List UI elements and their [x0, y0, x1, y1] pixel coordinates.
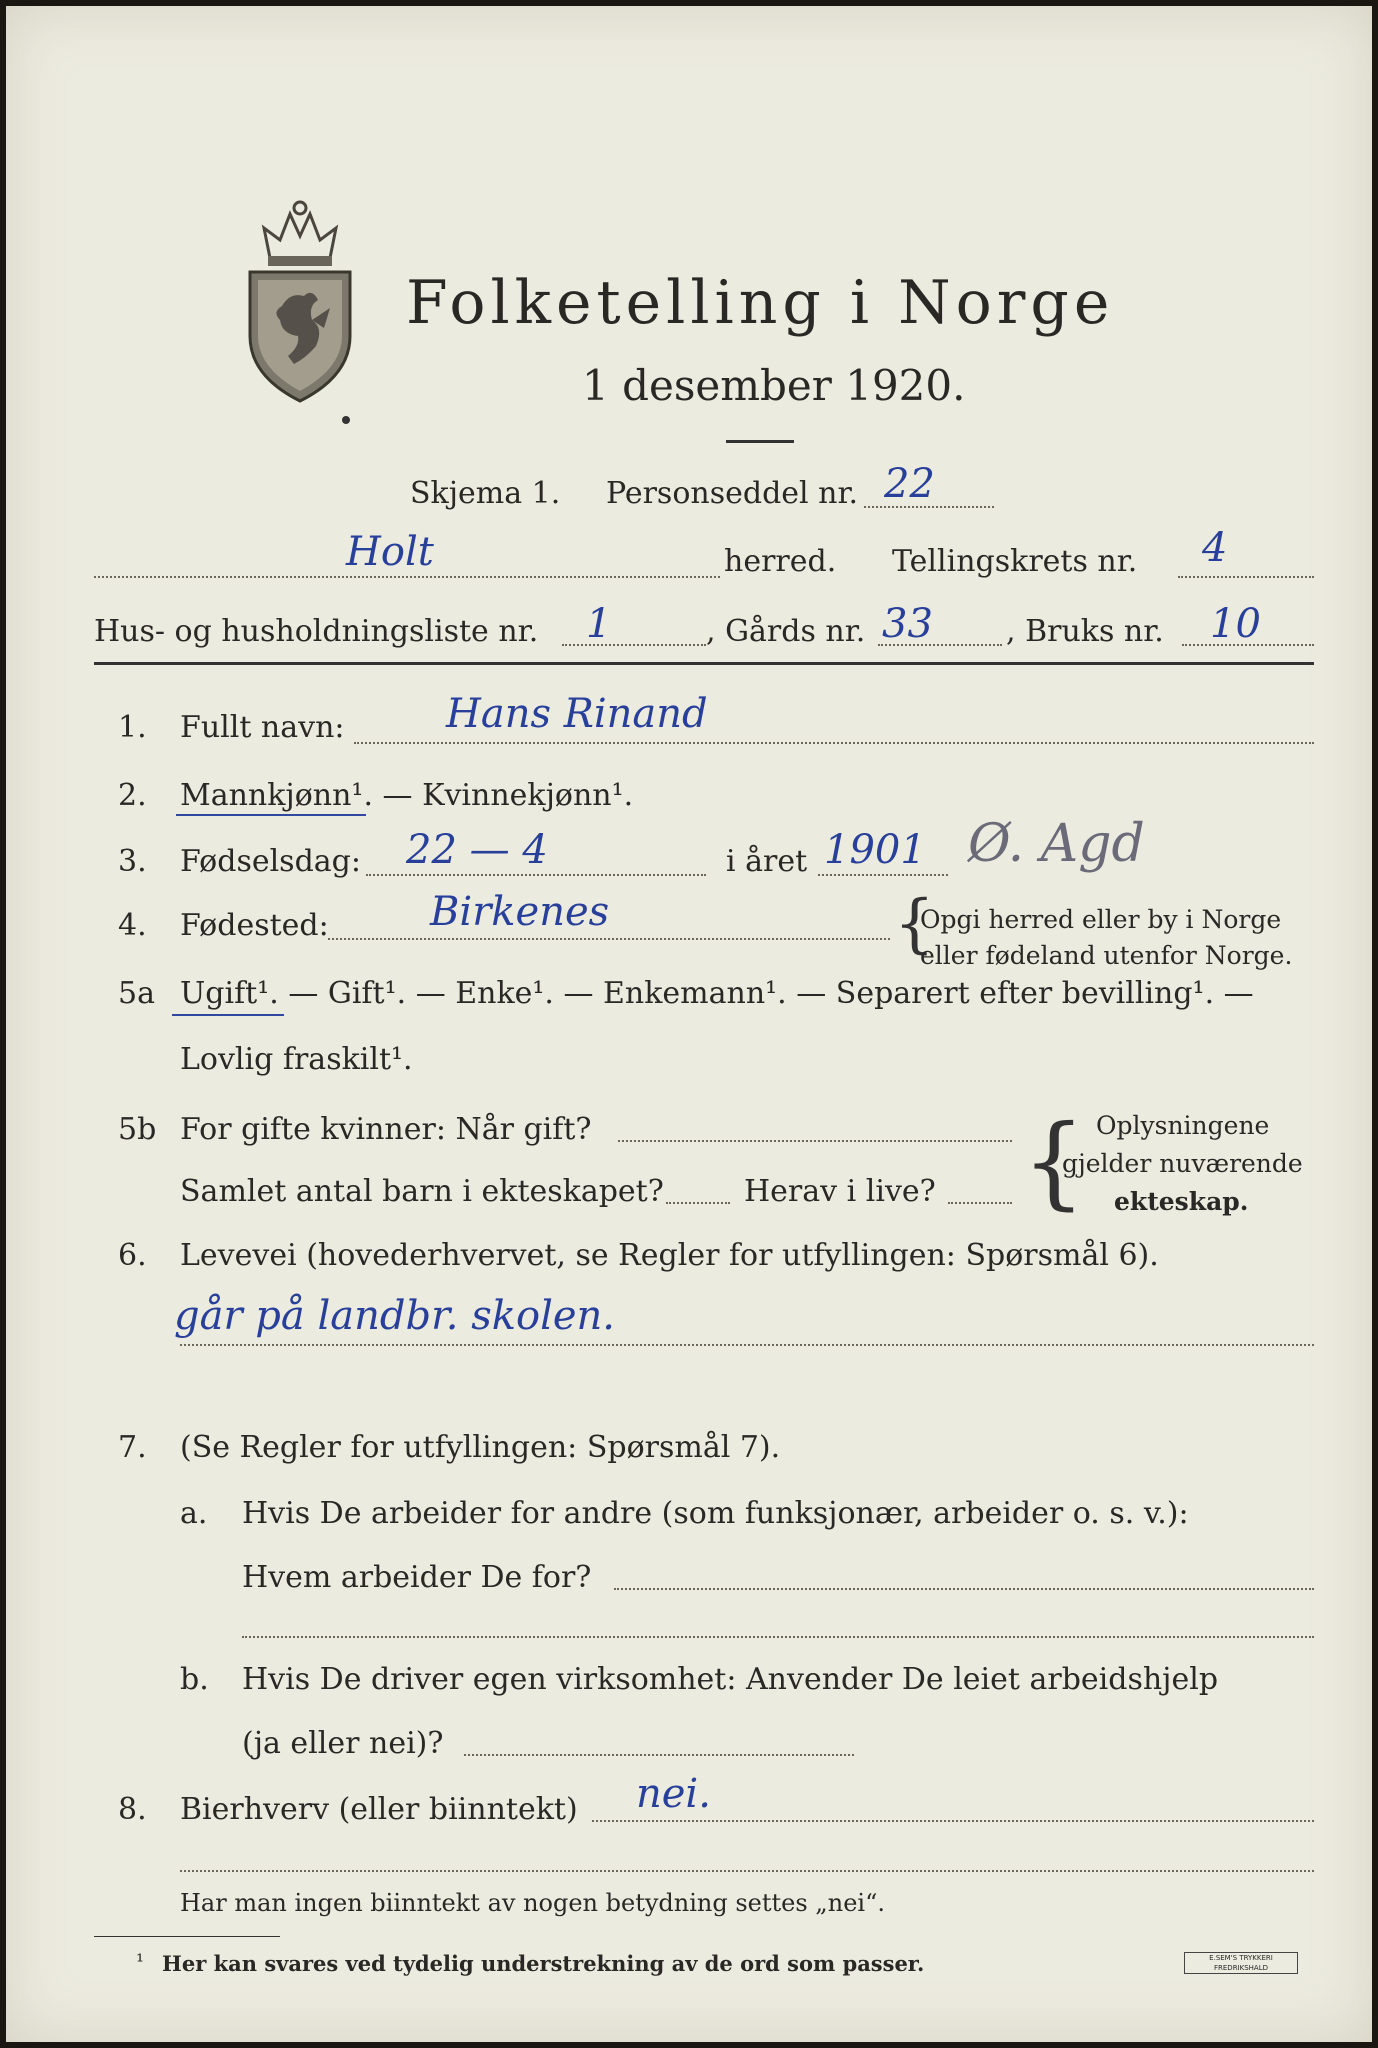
q5b-number: 5b — [118, 1112, 157, 1147]
bruks-value[interactable]: 10 — [1210, 601, 1261, 647]
q1-field-line — [354, 742, 1314, 744]
q5b-label3: Herav i live? — [744, 1174, 936, 1209]
q5b-note-line1: Oplysningene — [1096, 1111, 1270, 1140]
q3-field-line — [366, 874, 706, 876]
q1-number: 1. — [118, 710, 147, 745]
margin-annotation: Ø. Agd — [968, 814, 1145, 874]
q5b-field-line1 — [618, 1140, 1012, 1142]
q2-mannkjonn-underline — [176, 814, 366, 816]
q7a-field-line1 — [614, 1588, 1314, 1590]
personseddel-value[interactable]: 22 — [884, 461, 935, 507]
gards-label: , Gårds nr. — [706, 614, 866, 649]
form-title: Folketelling i Norge — [406, 268, 1115, 338]
tellingskrets-label: Tellingskrets nr. — [892, 544, 1138, 579]
q8-number: 8. — [118, 1792, 147, 1827]
q3-year-field-line — [818, 874, 948, 876]
hus-value[interactable]: 1 — [586, 601, 612, 647]
q3-number: 3. — [118, 844, 147, 879]
q3-label: Fødselsdag: — [180, 844, 361, 879]
q5a-ugift-underline — [172, 1014, 284, 1016]
q7a-label2: Hvem arbeider De for? — [242, 1560, 592, 1595]
hus-field-line — [562, 644, 706, 646]
herred-value[interactable]: Holt — [346, 529, 434, 575]
occupation-value[interactable]: går på landbr. skolen. — [174, 1293, 616, 1339]
q7a-field-line2 — [242, 1636, 1314, 1638]
q5b-label2: Samlet antal barn i ekteskapet? — [180, 1174, 664, 1209]
q2-gender-label: Mannkjønn¹. — Kvinnekjønn¹. — [180, 778, 634, 813]
tellingskrets-value[interactable]: 4 — [1202, 525, 1228, 571]
q3-year-label: i året — [726, 844, 808, 879]
q7b-label1: Hvis De driver egen virksomhet: Anvender De leiet arbeidshjelp — [242, 1662, 1219, 1697]
footnote-mark: ¹ — [136, 1949, 145, 1973]
q7b-label2: (ja eller nei)? — [242, 1726, 444, 1761]
q5b-field-line3 — [948, 1202, 1012, 1204]
q4-note-line1: Opgi herred eller by i Norge — [920, 905, 1282, 934]
gards-value[interactable]: 33 — [882, 601, 933, 647]
footnote-text: Her kan svares ved tydelig understrekning av de ord som passer. — [162, 1951, 925, 1976]
census-date: 1 desember 1920. — [582, 361, 966, 410]
skjema-label: Skjema 1. — [410, 476, 561, 511]
birthplace-value[interactable]: Birkenes — [430, 889, 610, 935]
q2-number: 2. — [118, 778, 147, 813]
q6-number: 6. — [118, 1238, 147, 1273]
q4-field-line — [328, 938, 890, 940]
census-form-page — [6, 6, 1372, 2042]
q7b-field-line — [464, 1754, 854, 1756]
q7a-label1: Hvis De arbeider for andre (som funksjonær, arbeider o. s. v.): — [242, 1496, 1189, 1531]
q4-label: Fødested: — [180, 908, 329, 943]
q5b-field-line2 — [666, 1202, 730, 1204]
q5a-marital-label2: Lovlig fraskilt¹. — [180, 1042, 413, 1077]
q7a-letter: a. — [180, 1496, 208, 1531]
printer-stamp: E.SEM'S TRYKKERI FREDRIKSHALD — [1184, 1952, 1298, 1974]
bruks-label: , Bruks nr. — [1006, 614, 1164, 649]
tellingskrets-field-line — [1178, 576, 1314, 578]
hus-label: Hus- og husholdningsliste nr. — [94, 614, 539, 649]
q6-label: Levevei (hovederhvervet, se Regler for utfyllingen: Spørsmål 6). — [180, 1238, 1159, 1273]
q5b-label1: For gifte kvinner: Når gift? — [180, 1112, 592, 1147]
q8-note: Har man ingen biinntekt av nogen betydning settes „nei“. — [180, 1889, 885, 1917]
side-income-value[interactable]: nei. — [636, 1771, 711, 1817]
q1-label: Fullt navn: — [180, 710, 345, 745]
birth-year-value[interactable]: 1901 — [824, 827, 926, 873]
q5a-number: 5a — [118, 976, 155, 1011]
q8-label: Bierhverv (eller biinntekt) — [180, 1792, 578, 1827]
q7b-letter: b. — [180, 1662, 209, 1697]
q4-brace: { — [894, 887, 935, 961]
norwegian-coat-of-arms-icon — [242, 196, 358, 406]
q5b-note-line3: ekteskap. — [1114, 1187, 1249, 1216]
birthday-value[interactable]: 22 — 4 — [406, 827, 548, 873]
personseddel-label: Personseddel nr. — [606, 476, 859, 511]
q4-note-line2: eller fødeland utenfor Norge. — [920, 941, 1293, 970]
q8-field-line2 — [180, 1870, 1314, 1872]
ink-dot — [342, 416, 350, 424]
q8-field-line1 — [592, 1820, 1314, 1822]
q5b-brace: { — [1022, 1103, 1086, 1220]
q4-number: 4. — [118, 908, 147, 943]
q7-number: 7. — [118, 1430, 147, 1465]
full-name-value[interactable]: Hans Rinand — [446, 691, 708, 737]
q6-field-line — [180, 1344, 1314, 1346]
title-divider — [726, 440, 794, 443]
q5b-note-line2: gjelder nuværende — [1062, 1149, 1303, 1178]
header-divider — [94, 662, 1314, 665]
q5a-marital-label: Ugift¹. — Gift¹. — Enke¹. — Enkemann¹. — Separert efter bevilling¹. — — [180, 976, 1254, 1011]
herred-label: herred. — [724, 544, 837, 579]
footnote-divider — [94, 1936, 280, 1937]
herred-field-line — [94, 576, 720, 578]
q7-label: (Se Regler for utfyllingen: Spørsmål 7). — [180, 1430, 781, 1465]
